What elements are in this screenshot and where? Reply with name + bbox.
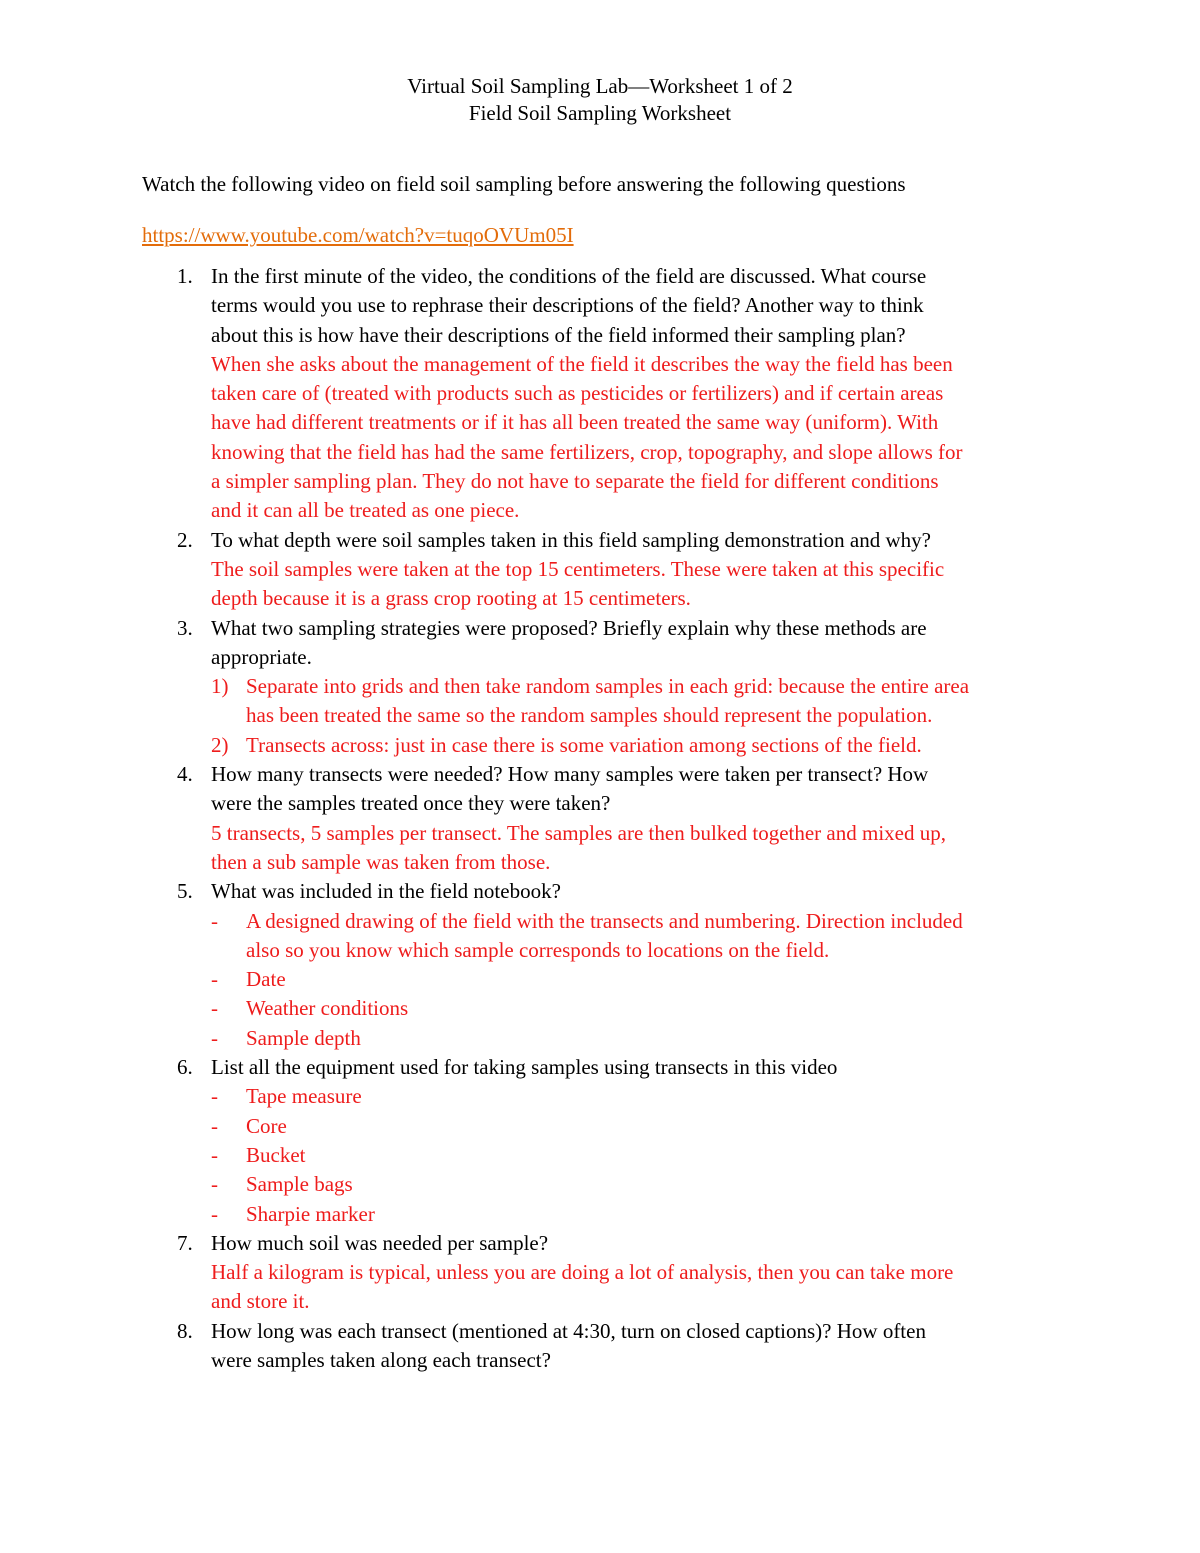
worksheet-subtitle: Field Soil Sampling Worksheet [468,101,732,125]
question-item [0,526,1071,614]
question-text: about this is how have their descriptions of the field informed their sampling plan? [211,322,906,347]
question-text: terms would you use to rephrase their descriptions of the field? Another way to think [211,293,924,318]
question-number: 1. [177,264,193,288]
question-number: 5. [177,879,193,904]
list-marker: - [211,996,218,1021]
answer-text: 5 transects, 5 samples per transect. The samples are then bulked together and mixed up, [211,820,946,845]
answer-text: Bucket [246,1142,306,1167]
answer-text: and store it. [211,1289,310,1314]
answer-list-item [211,965,1071,994]
answer-text: a simpler sampling plan. They do not have to separate the field for different conditions [211,469,939,494]
question-text: In the first minute of the video, the conditions of the field are discussed. What course [211,264,927,288]
answer-list-item [211,1141,1071,1170]
question-text: How many transects were needed? How many samples were taken per transect? How [211,762,929,787]
answer-text: taken care of (treated with products such as pesticides or fertilizers) and if certain areas [211,381,944,406]
question-item [0,1317,1071,1376]
list-marker: - [211,1142,218,1167]
answer-text: Sample bags [246,1172,353,1197]
answer-list-item [211,1112,1071,1141]
answer-text: also so you know which sample corresponds to locations on the field. [246,937,830,962]
question-list [0,262,1200,1375]
question-item [0,614,1071,760]
question-item [0,877,1071,1053]
answer-list-item [211,1170,1071,1199]
worksheet-title: Virtual Soil Sampling Lab—Worksheet 1 of 2 [407,74,793,98]
answer-list-item [211,1024,1071,1053]
list-marker: - [211,1172,218,1197]
question-number: 3. [177,615,193,640]
list-marker: - [211,967,218,992]
answer-list-item [211,1200,1071,1229]
answer-list-item [211,907,1071,966]
question-text: How much soil was needed per sample? [211,1230,549,1255]
answer-text: and it can all be treated as one piece. [211,498,520,523]
list-marker: - [211,1201,218,1226]
question-text: appropriate. [211,644,312,669]
question-number: 7. [177,1230,193,1255]
answer-text: When she asks about the management of the field it describes the way the field has been [211,351,953,376]
answer-text: knowing that the field has had the same fertilizers, crop, topography, and slope allows for [211,439,963,464]
list-marker: - [211,908,218,933]
answer-list-item [211,672,1071,731]
question-text: List all the equipment used for taking samples using transects in this video [211,1055,838,1080]
answer-text: Sharpie marker [246,1201,375,1226]
answer-text: Core [246,1113,287,1138]
question-item [0,1053,1071,1229]
question-item [0,1229,1071,1317]
list-marker: 2) [211,732,229,757]
question-item [0,760,1071,877]
answer-text: Sample depth [246,1025,361,1050]
answer-text: Tape measure [246,1084,362,1109]
question-text: were the samples treated once they were taken? [211,791,611,816]
answer-text: Separate into grids and then take random samples in each grid: because the entire area [246,674,970,699]
answer-text: then a sub sample was taken from those. [211,849,551,874]
answer-text: Date [246,967,286,992]
question-number: 6. [177,1055,193,1080]
list-marker: - [211,1113,218,1138]
question-number: 2. [177,527,193,552]
question-text: What was included in the field notebook? [211,879,561,904]
question-text: How long was each transect (mentioned at 4:30, turn on closed captions)? How often [211,1318,926,1343]
answer-text: Transects across: just in case there is some variation among sections of the field. [246,732,922,757]
question-text: were samples taken along each transect? [211,1347,551,1372]
answer-text: Weather conditions [246,996,409,1021]
question-number: 8. [177,1318,193,1343]
answer-list-item [211,1082,1071,1111]
answer-list-item [211,731,1071,760]
answer-text: has been treated the same so the random samples should represent the population. [246,703,933,728]
answer-text: The soil samples were taken at the top 15 centimeters. These were taken at this specific [211,556,945,581]
answer-text: Half a kilogram is typical, unless you are doing a lot of analysis, then you can take more [211,1260,954,1285]
list-marker: - [211,1084,218,1109]
answer-text: A designed drawing of the field with the transects and numbering. Direction included [246,908,963,933]
intro-text: Watch the following video on field soil sampling before answering the following questions [142,172,906,196]
answer-list-item [211,994,1071,1023]
answer-text: have had different treatments or if it has all been treated the same way (uniform). With [211,410,939,435]
question-item [0,262,1071,526]
list-marker: 1) [211,674,229,699]
answer-text: depth because it is a grass crop rooting at 15 centimeters. [211,586,691,611]
question-number: 4. [177,762,193,787]
question-text: To what depth were soil samples taken in this field sampling demonstration and why? [211,527,931,552]
list-marker: - [211,1025,218,1050]
question-text: What two sampling strategies were proposed? Briefly explain why these methods are [211,615,927,640]
video-link[interactable]: https://www.youtube.com/watch?v=tuqoOVUm05I [142,223,574,247]
